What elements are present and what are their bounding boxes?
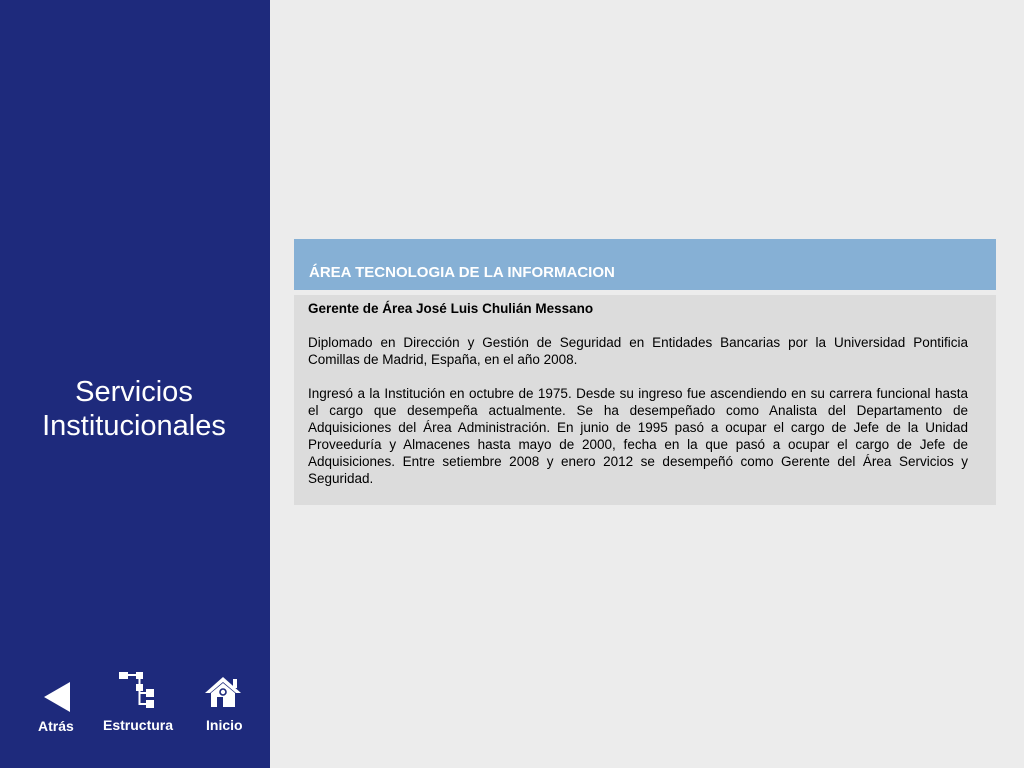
panel-header-title: ÁREA TECNOLOGIA DE LA INFORMACION [309, 264, 615, 281]
bio-paragraph-1: Diplomado en Dirección y Gestión de Seguridad en Entidades Bancarias por la Universidad Pontificia Comillas de Madrid, España, en el año 2008. [308, 335, 968, 367]
manager-name: Gerente de Área José Luis Chulián Messano [308, 301, 594, 316]
panel-header [294, 239, 996, 290]
section-title-line2: Institucionales [42, 410, 226, 442]
back-label: Atrás [38, 718, 74, 734]
panel-body [294, 295, 996, 505]
section-title-line1: Servicios [75, 376, 193, 408]
back-button[interactable] [36, 678, 80, 738]
sidebar [0, 0, 270, 768]
home-label: Inicio [206, 717, 243, 733]
home-icon [202, 674, 244, 710]
structure-button[interactable] [100, 668, 176, 734]
structure-label: Estructura [103, 717, 174, 733]
bio-paragraph-2: Ingresó a la Institución en octubre de 1975. Desde su ingreso fue ascendiendo en su carrera funcional hasta el cargo que desempeña actualmente. Se ha desempeñado como Analista del Departamento de Adquisiciones del Área Administración. En junio de 1995 pasó a ocupar el cargo de Jefe de la Unidad Proveeduría y Almacenes hasta mayo de 2000, fecha en la que pasó a ocupar el cargo de Jefe de Adquisiciones. Entre setiembre 2008 y enero 2012 se desempeñó como Gerente del Área Servicios y Seguridad. [308, 386, 968, 486]
org-chart-icon [117, 669, 157, 711]
panel-content [308, 300, 968, 504]
section-title [0, 375, 268, 443]
back-arrow-icon [42, 681, 72, 713]
home-button[interactable] [200, 674, 246, 736]
